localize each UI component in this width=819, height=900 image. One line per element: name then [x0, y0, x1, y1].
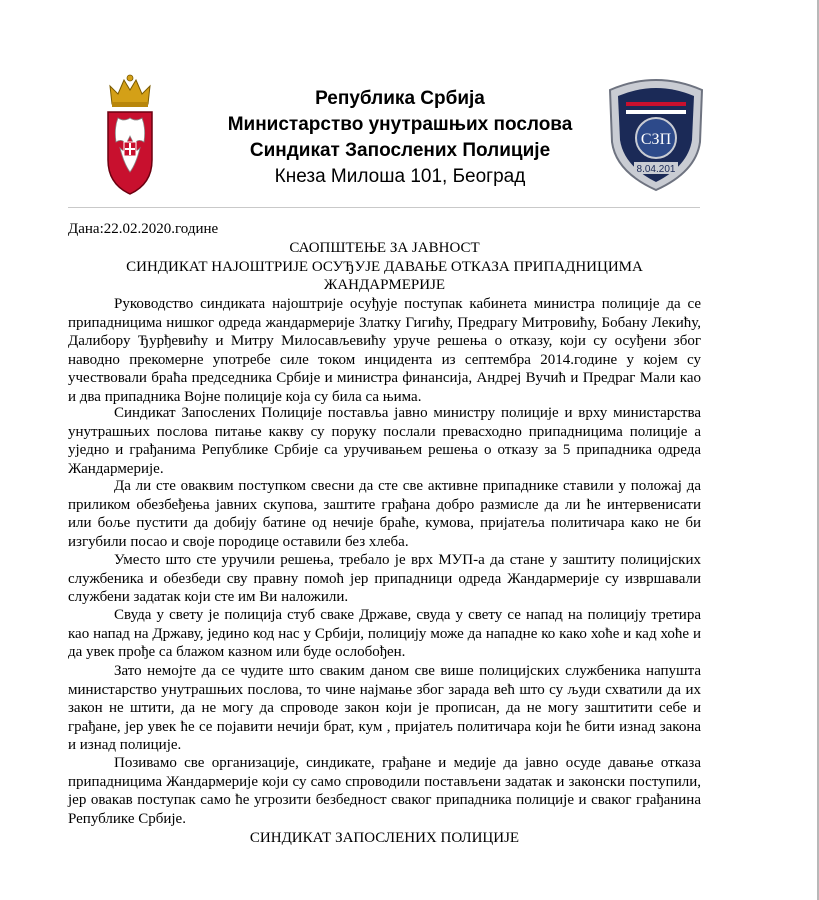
serbian-coat-of-arms-icon — [104, 72, 156, 198]
paragraph-2: Синдикат Запослених Полиције поставља јавно министру полиције и врху министарства унутрашњих послова питање какву су поруку послали превасходно припадницима полиције а уједно и грађанима Републике Србије са уручивањем решења о отказу за 5 припадника одреда Жандармерије. — [68, 405, 701, 477]
signature: СИНДИКАТ ЗАПОСЛЕНИХ ПОЛИЦИЈЕ — [249, 830, 520, 846]
document-title: САОПШТЕЊЕ ЗА ЈАВНОСТ — [289, 240, 480, 256]
header-address: Кнеза Милоша 101, Београд — [274, 166, 526, 187]
header-country: Република Србија — [315, 88, 485, 109]
badge-date: 8.04.201 — [636, 164, 676, 175]
paragraph-5: Свуда у свету је полиција стуб сваке Државе, свуда у свету се напад на полицију третира као напад на Државу, једино код нас у Србији, полицију може да нападне ко како хоће и кад хоће и да увек прође са блажом казном или буде ослобођен. — [68, 607, 701, 660]
paragraph-4: Уместо што сте уручили решења, требало је врх МУП-а да стане у заштиту полицијских службеника и обезбеди сву правну помоћ јер припадници одреда Жандармерије су извршавали службени задатак који сте им Ви наложили. — [68, 552, 701, 605]
header-union: Синдикат Запослених Полиције — [249, 140, 551, 161]
header-ministry: Министарство унутрашњих послова — [227, 114, 573, 135]
paragraph-7: Позивамо све организације, синдикате, грађане и медије да јавно осуде давање отказа припадницима Жандармерије који су само спроводили постављени задатак и законски поступили, јер овакав поступак само ће угрозити безбедност сваког припадника полиције и сваког грађанина Републике Србије. — [68, 755, 701, 827]
paragraph-3: Да ли сте оваквим поступком свесни да сте све активне припаднике ставили у положај да приликом обезбеђења јавних скупова, заштите грађана добро размисле да ли ће интервенисати или боље пустити да добију батине од нечије браће, кумова, пријатеља политичара како не би изгубили посао и своје породице оставили без хлеба. — [68, 478, 701, 550]
document-subtitle-line2: ЖАНДАРМЕРИЈЕ — [323, 277, 446, 293]
document-date: Дана:22.02.2020.године — [68, 221, 219, 237]
document-subtitle-line1: СИНДИКАТ НАЈОШТРИЈЕ ОСУЂУЈЕ ДАВАЊЕ ОТКАЗА ПРИПАДНИЦИМА — [126, 259, 643, 275]
paragraph-6: Зато немојте да се чудите што сваким даном све више полицијских службеника напушта министарство унутрашњих послова, то чине најмање због зарада већ што су људи схватили да их закон не штити, да не могу да спроводе закон који је прописан, да не могу заштитити себе и грађане, јер увек ће се појавити нечији брат, кум , пријатељ политичара који ће бити изнад закона и изнад полиције. — [68, 663, 701, 753]
header-divider — [68, 207, 700, 208]
paragraph-1: Руководство синдиката најоштрије осуђује поступак кабинета министра полиције да се припадницима нишког одреда жандармерије Златку Гигићу, Предрагу Митровићу, Бобану Лекићу, Далибору Ђурђевићу и Митру Милосављевићу уруче решења о отказу, који су осуђени због наводно прекомерне употребе силе током инцидента из септембра 2014.године у којем су учествовали браћа председника Србије и министра финансија, Андреј Вучић и Предраг Мали као и два припадника Војне полиције која су била са њима. — [68, 296, 701, 405]
badge-text: СЗП — [640, 131, 672, 148]
